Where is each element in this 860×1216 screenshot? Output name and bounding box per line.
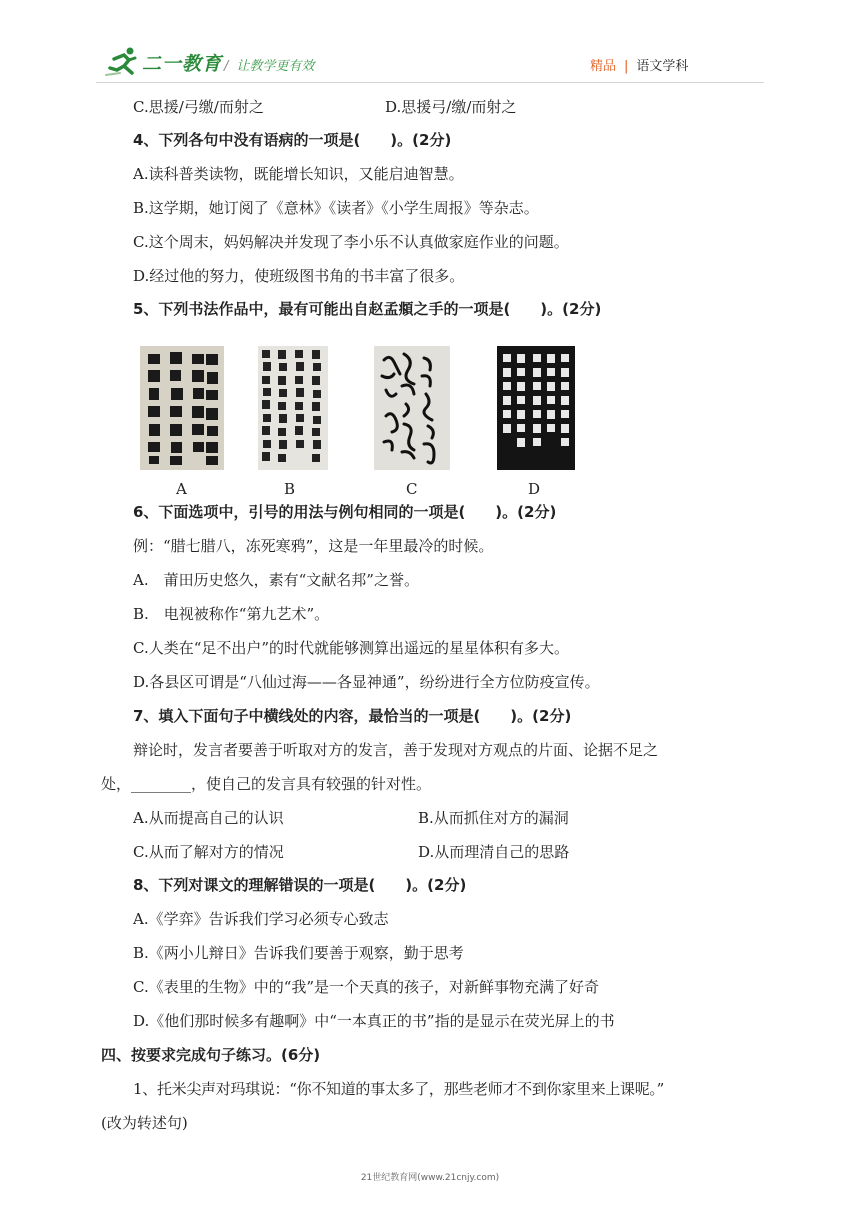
q4-option-c: C.这个周末，妈妈解决并发现了李小乐不认真做家庭作业的问题。 [133, 233, 569, 251]
calligraphy-label-d: D [528, 480, 541, 498]
quality-tag: 精品 [590, 59, 617, 74]
calligraphy-image-d [497, 346, 575, 470]
calligraphy-label-c: C [406, 480, 418, 498]
q3-option-c: C.思援/弓缴/而射之 [133, 98, 264, 116]
logo [104, 46, 222, 78]
q7-option-b: B.从而抓住对方的漏洞 [418, 809, 569, 827]
question-6: 6、下面选项中，引号的用法与例句相同的一项是( )。(2分) [133, 503, 557, 521]
q7-option-c: C.从而了解对方的情况 [133, 843, 284, 861]
calligraphy-image-b [258, 346, 328, 470]
q8-option-a: A.《学弈》告诉我们学习必须专心致志 [133, 910, 389, 928]
calligraphy-label-b: B [284, 480, 296, 498]
calligraphy-label-a: A [176, 480, 187, 498]
page-header [0, 0, 860, 90]
header-tag: 精品 | 语文学科 [590, 59, 689, 74]
page-footer: 21世纪教育网(www.21cnjy.com) [360, 1173, 500, 1183]
slogan: / 让教学更有效 [224, 59, 315, 74]
question-4: 4、下列各句中没有语病的一项是( )。(2分) [133, 131, 452, 149]
q6-option-b: B. 电视被称作“第九艺术”。 [133, 605, 330, 623]
header-divider [96, 82, 764, 83]
q7-passage-line1: 辩论时，发言者要善于听取对方的发言，善于发现对方观点的片面、论据不足之 [133, 741, 659, 759]
s4-question-1-note: (改为转述句) [101, 1114, 188, 1132]
calligraphy-image-c [374, 346, 450, 470]
subject-tag: 语文学科 [636, 59, 689, 74]
q6-example: 例：“腊七腊八，冻死寒鸦”，这是一年里最冷的时候。 [133, 537, 494, 555]
q8-option-b: B.《两小儿辩日》告诉我们要善于观察，勤于思考 [133, 944, 464, 962]
q7-option-a: A.从而提高自己的认识 [133, 809, 284, 827]
q4-option-d: D.经过他的努力，使班级图书角的书丰富了很多。 [133, 267, 465, 285]
q8-option-c: C.《表里的生物》中的“我”是一个天真的孩子，对新鲜事物充满了好奇 [133, 978, 600, 996]
q4-option-a: A.读科普类读物，既能增长知识，又能启迪智慧。 [133, 165, 464, 183]
question-5: 5、下列书法作品中，最有可能出自赵孟頫之手的一项是( )。(2分) [133, 300, 602, 318]
question-7: 7、填入下面句子中横线处的内容，最恰当的一项是( )。(2分) [133, 707, 572, 725]
q4-option-b: B.这学期，她订阅了《意林》《读者》《小学生周报》等杂志。 [133, 199, 539, 217]
q6-option-d: D.各县区可谓是“八仙过海——各显神通”，纷纷进行全方位防疫宣传。 [133, 673, 600, 691]
question-8: 8、下列对课文的理解错误的一项是( )。(2分) [133, 876, 467, 894]
q7-option-d: D.从而理清自己的思路 [418, 843, 570, 861]
q7-passage-line2: 处，________，使自己的发言具有较强的针对性。 [101, 775, 432, 793]
q3-option-d: D.思援弓/缴/而射之 [385, 98, 517, 116]
section-4-title: 四、按要求完成句子练习。(6分) [101, 1046, 321, 1064]
logo-text: 二一教育 [142, 52, 223, 75]
q6-option-a: A. 莆田历史悠久，素有“文献名邦”之誉。 [133, 571, 419, 589]
q6-option-c: C.人类在“足不出户”的时代就能够测算出遥远的星星体积有多大。 [133, 639, 570, 657]
s4-question-1: 1、托米尖声对玛琪说：“你不知道的事太多了，那些老师才不到你家里来上课呢。” [133, 1080, 664, 1098]
calligraphy-image-a [140, 346, 224, 470]
q8-option-d: D.《他们那时候多有趣啊》中“一本真正的书”指的是显示在荧光屏上的书 [133, 1012, 615, 1030]
runner-logo-icon [104, 46, 140, 78]
slogan-text: 让教学更有效 [236, 59, 315, 74]
